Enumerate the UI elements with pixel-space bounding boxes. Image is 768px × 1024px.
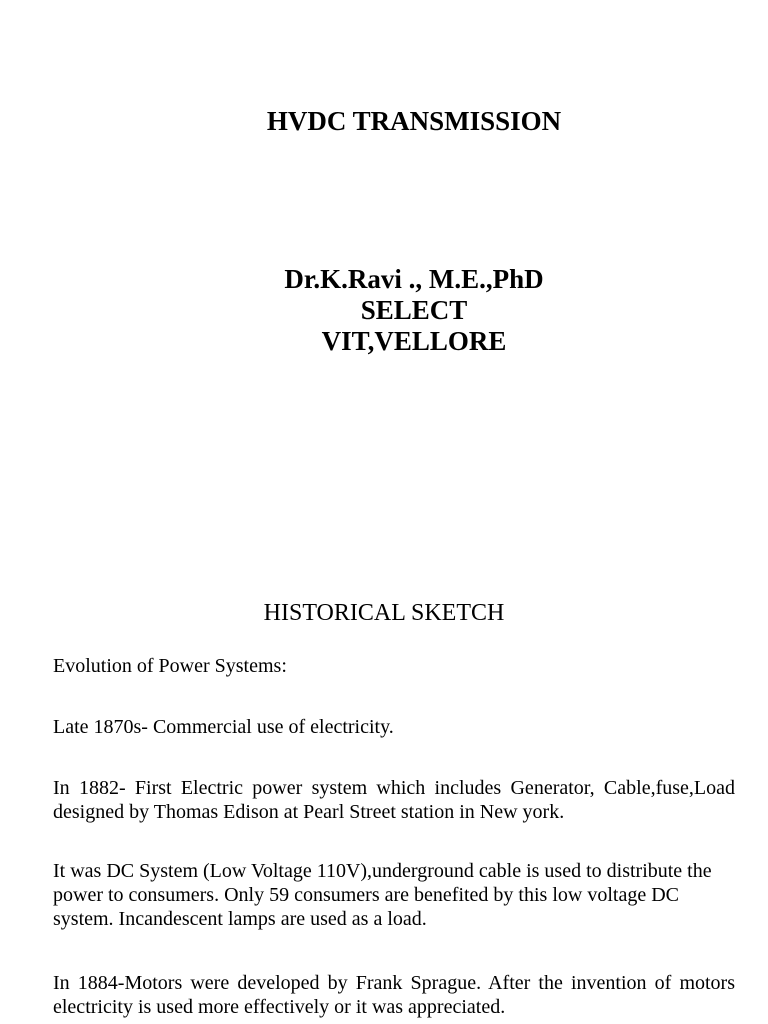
paragraph-evolution: Evolution of Power Systems:: [53, 655, 287, 677]
paragraph-1882: In 1882- First Electric power system which includes Generator, Cable,fuse,Load designed by Thomas Edison at Pearl Street station in New york.: [53, 777, 735, 823]
author-institution: VIT,VELLORE: [321, 326, 507, 356]
paragraph-late-1870s: Late 1870s- Commercial use of electricity.: [53, 716, 394, 738]
section-heading: HISTORICAL SKETCH: [263, 600, 505, 626]
paragraph-dc-system: It was DC System (Low Voltage 110V),underground cable is used to distribute the power to consumers. Only 59 consumers are benefited by this low voltage DC system. Incandescent lamps are used as a load.: [53, 860, 712, 930]
paragraph-1884: In 1884-Motors were developed by Frank Sprague. After the invention of motors electricity is used more effectively or it was appreciated.: [53, 972, 735, 1018]
author-department: SELECT: [360, 295, 468, 325]
author-block: [30, 264, 768, 357]
author-name: Dr.K.Ravi ., M.E.,PhD: [284, 264, 544, 294]
document-title: HVDC TRANSMISSION: [266, 106, 562, 136]
